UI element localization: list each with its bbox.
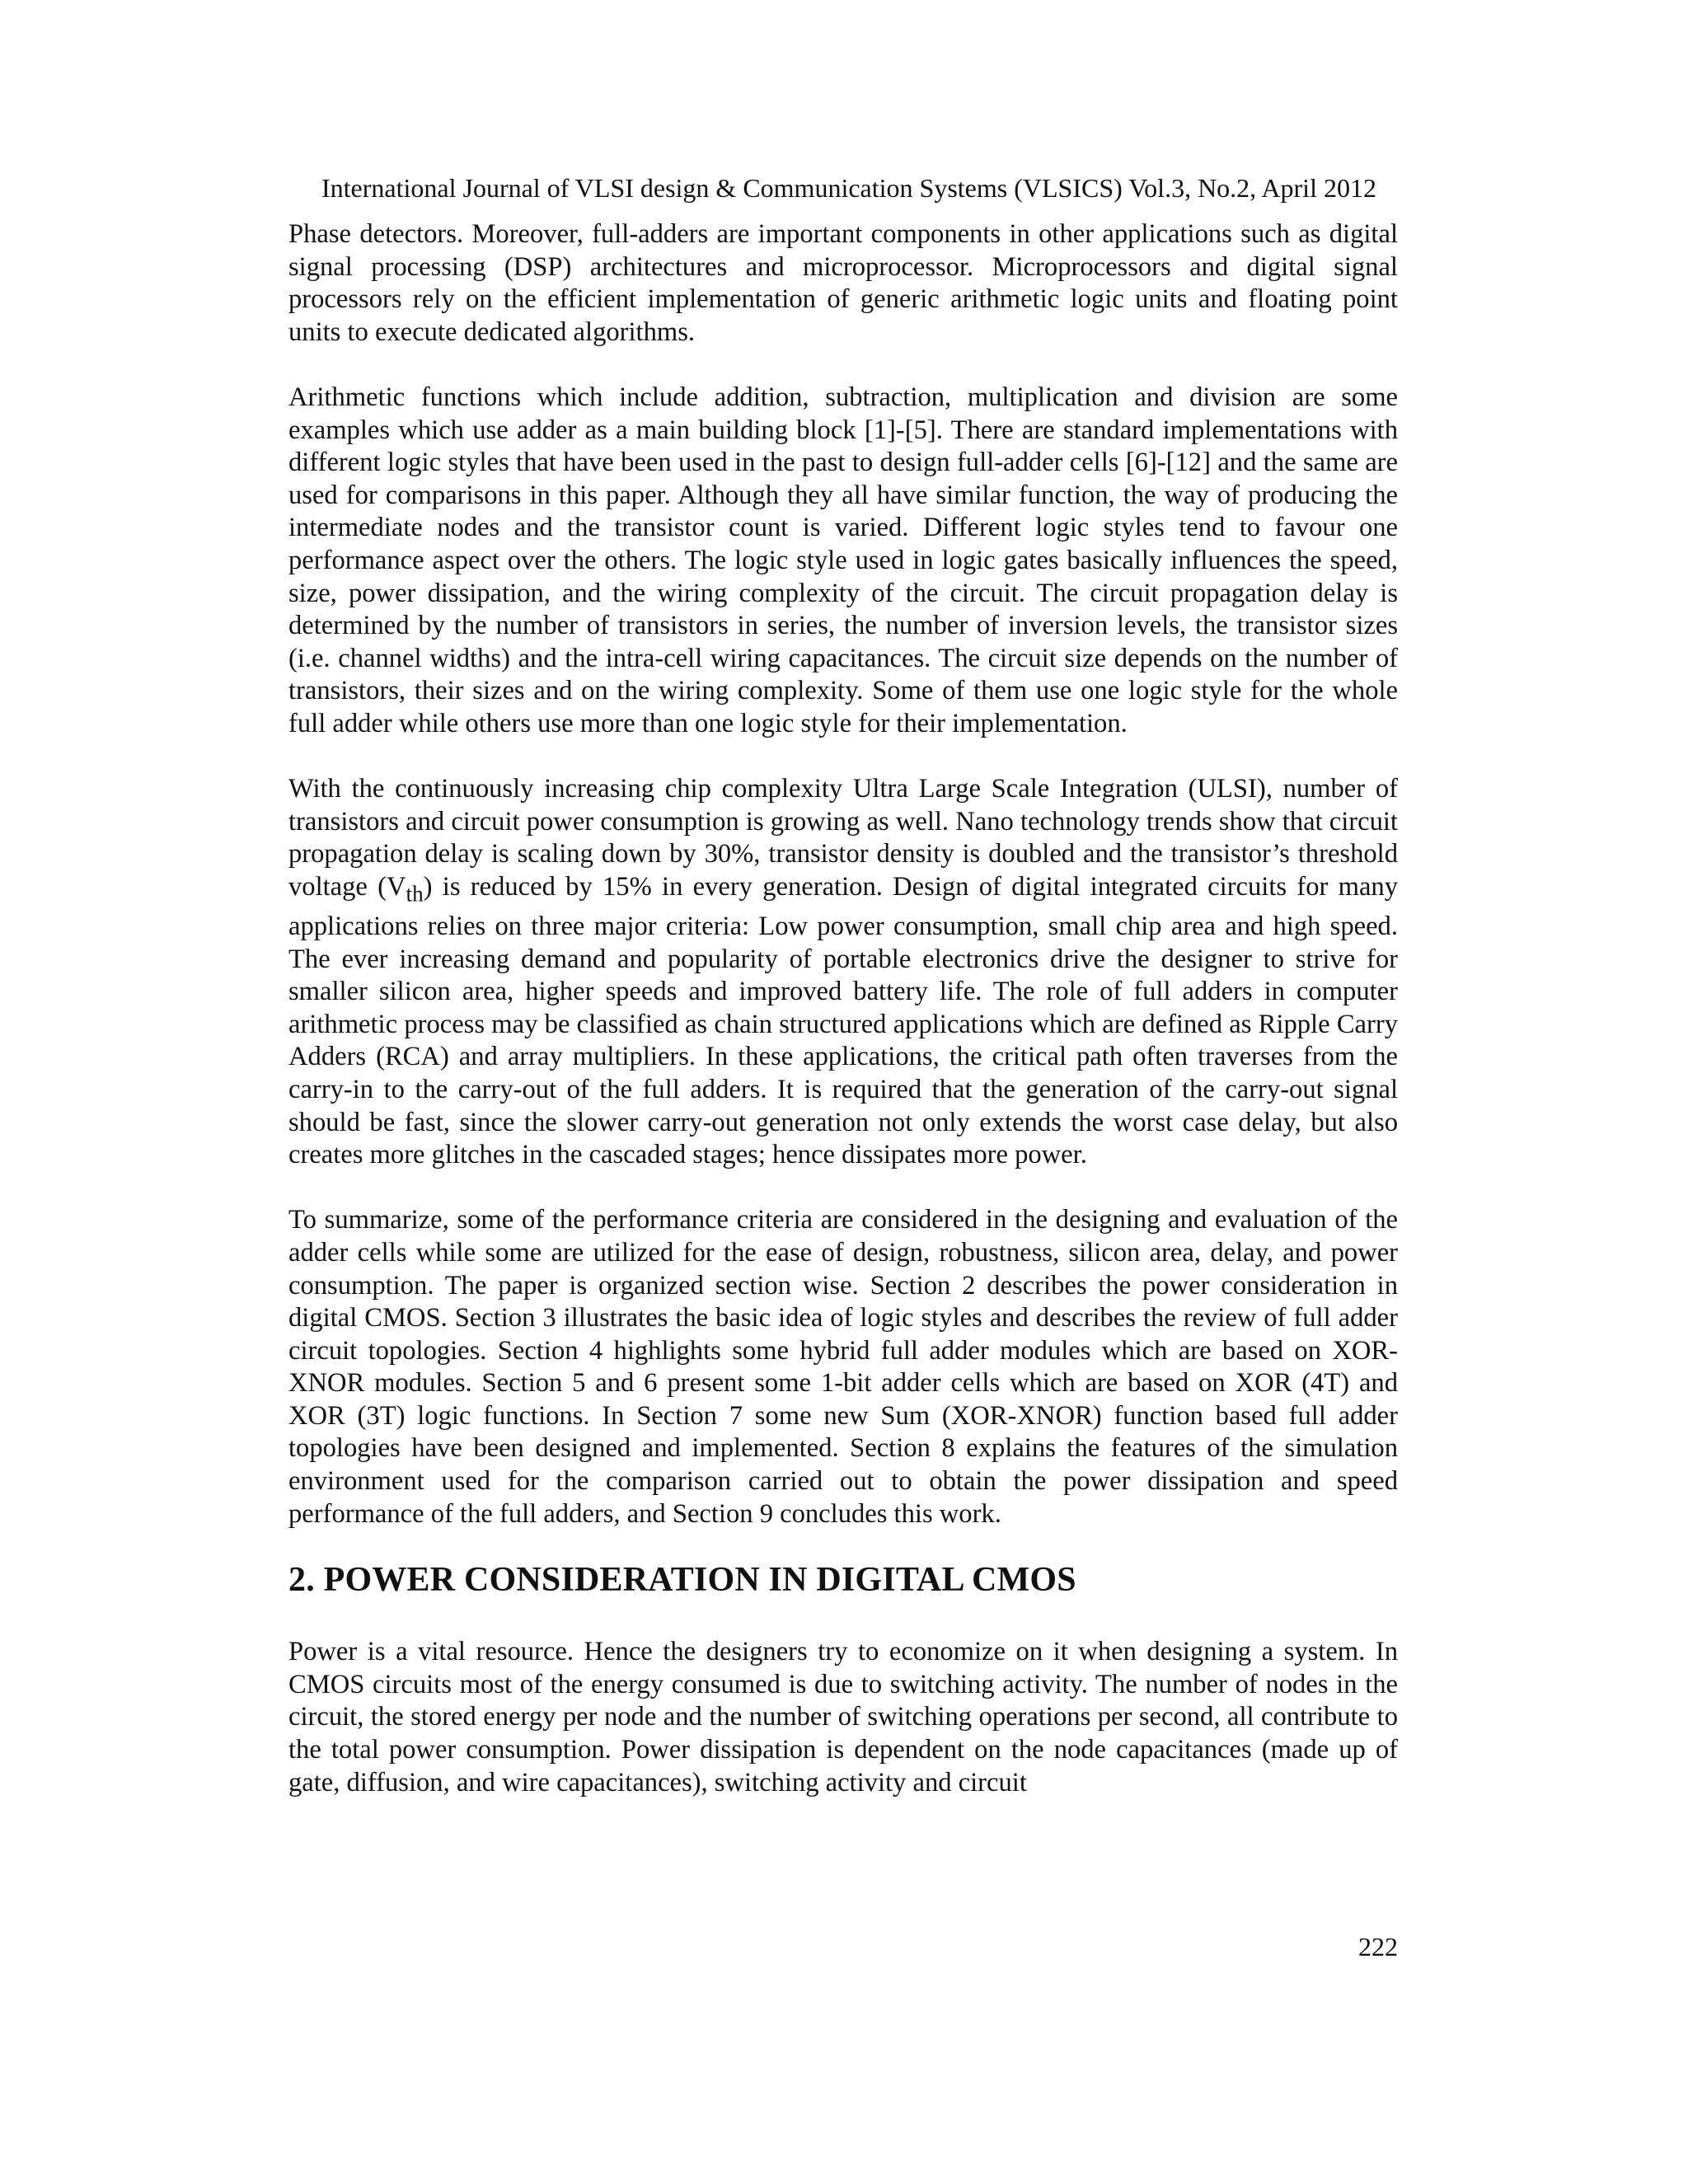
page-number: 222: [1358, 1932, 1398, 1961]
paragraph-power-resource: Power is a vital resource. Hence the designers try to economize on it when designing a system. In CMOS circuits most of the energy consumed is due to switching activity. The number of nodes in the circuit, the stored energy per node and the number of switching operations per second, all contribute to the total power consumption. Power dissipation is dependent on the node capacitances (made up of gate, diffusion, and wire capacitances), switching activity and circuit: [288, 1637, 1398, 1797]
paragraph-arithmetic-functions: Arithmetic functions which include addition, subtraction, multiplication and division are some examples which use adder as a main building block [1]-[5]. There are standard implementations with different logic styles that have been used in the past to design full-adder cells [6]-[12] and the same are used for comparisons in this paper. Although they all have similar function, the way of producing the intermediate nodes and the transistor count is varied. Different logic styles tend to favour one performance aspect over the others. The logic style used in logic gates basically influences the speed, size, power dissipation, and the wiring complexity of the circuit. The circuit propagation delay is determined by the number of transistors in series, the number of inversion levels, the transistor sizes (i.e. channel widths) and the intra-cell wiring capacitances. The circuit size depends on the number of transistors, their sizes and on the wiring complexity. Some of them use one logic style for the whole full adder while others use more than one logic style for their implementation.: [288, 382, 1398, 738]
threshold-voltage-subscript: th: [406, 881, 424, 907]
ulsi-text-before-subscript: With the continuously increasing chip complexity Ultra Large Scale Integration (ULSI), number of transistors and circuit power consumption is growing as well. Nano technology trends show that circuit propagation delay is scaling down by 30%, transistor density is doubled and the transistor’s threshold voltage (V: [288, 774, 1398, 902]
ulsi-text-after-subscript: ) is reduced by 15% in every generation. Design of digital integrated circuits for many applications relies on three major criteria: Low power consumption, small chip area and high speed. The ever increasing demand and popularity of portable electronics drive the designer to strive for smaller silicon area, higher speeds and improved battery life. The role of full adders in computer arithmetic process may be classified as chain structured applications which are defined as Ripple Carry Adders (RCA) and array multipliers. In these applications, the critical path often traverses from the carry-in to the carry-out of the full adders. It is required that the generation of the carry-out signal should be fast, since the slower carry-out generation not only extends the worst case delay, but also creates more glitches in the cascaded stages; hence dissipates more power.: [288, 871, 1398, 1170]
section-heading: 2. POWER CONSIDERATION IN DIGITAL CMOS: [288, 1561, 1076, 1600]
paragraph-summary: To summarize, some of the performance criteria are considered in the designing and evaluation of the adder cells while some are utilized for the ease of design, robustness, silicon area, delay, and power consumption. The paper is organized section wise. Section 2 describes the power consideration in digital CMOS. Section 3 illustrates the basic idea of logic styles and describes the review of full adder circuit topologies. Section 4 highlights some hybrid full adder modules which are based on XOR-XNOR modules. Section 5 and 6 present some 1-bit adder cells which are based on XOR (4T) and XOR (3T) logic functions. In Section 7 some new Sum (XOR-XNOR) function based full adder topologies have been designed and implemented. Section 8 explains the features of the simulation environment used for the comparison carried out to obtain the power dissipation and speed performance of the full adders, and Section 9 concludes this work.: [288, 1205, 1398, 1529]
paragraph-ulsi-trends: [288, 773, 1398, 1172]
running-header: International Journal of VLSI design & Communication Systems (VLSICS) Vol.3, No.2, April 2012: [321, 173, 1376, 203]
paragraph-phase-detectors: Phase detectors. Moreover, full-adders are important components in other applications such as digital signal processing (DSP) architectures and microprocessor. Microprocessors and digital signal processors rely on the efficient implementation of generic arithmetic logic units and floating point units to execute dedicated algorithms.: [288, 219, 1398, 347]
body-text: [288, 218, 1398, 1799]
